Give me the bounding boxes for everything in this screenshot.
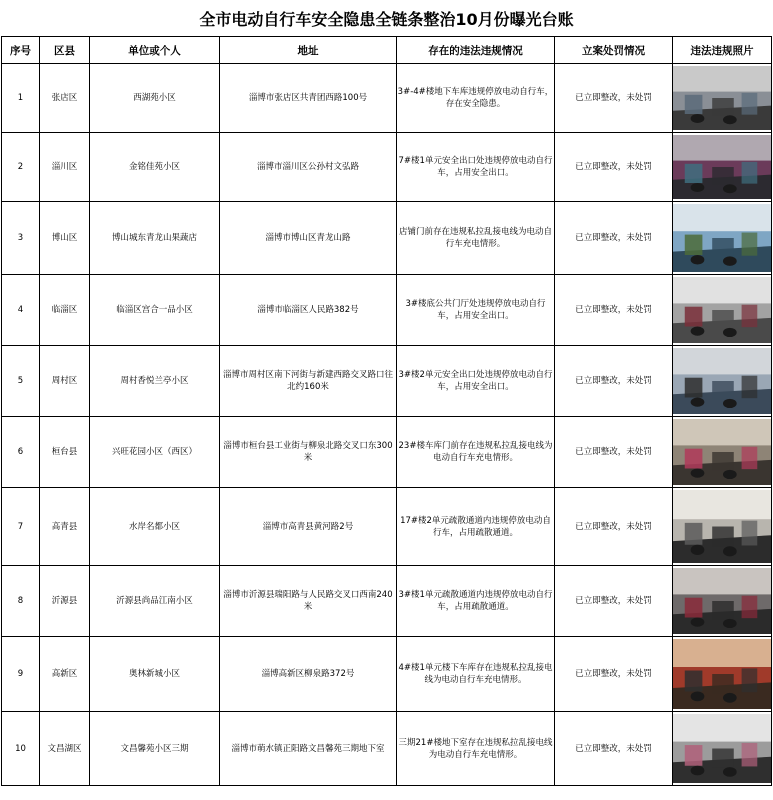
cell-issue: 店铺门前存在违规私拉乱接电线为电动自行车充电情形。	[397, 202, 555, 275]
cell-no: 9	[2, 637, 40, 712]
cell-unit: 沂源县尚品江南小区	[90, 566, 220, 637]
page-title: 全市电动自行车安全隐患全链条整治10月份曝光台账	[199, 9, 574, 29]
corridor-photo	[673, 490, 771, 563]
table-row	[2, 566, 772, 637]
cell-district: 高青县	[40, 488, 90, 566]
cell-district: 淄川区	[40, 133, 90, 202]
cell-photo	[673, 202, 772, 275]
cell-issue: 17#楼2单元疏散通道内违规停放电动自行车，占用疏散通道。	[397, 488, 555, 566]
cell-issue: 三期21#楼地下室存在违规私拉乱接电线为电动自行车充电情形。	[397, 712, 555, 786]
cell-penalty: 已立即整改，未处罚	[555, 488, 673, 566]
cell-no: 7	[2, 488, 40, 566]
cell-unit: 金铭佳苑小区	[90, 133, 220, 202]
cell-photo	[673, 346, 772, 417]
cell-district: 文昌湖区	[40, 712, 90, 786]
cell-district: 沂源县	[40, 566, 90, 637]
cell-photo	[673, 64, 772, 133]
header-penalty: 立案处罚情况	[555, 37, 673, 64]
cell-no: 4	[2, 275, 40, 346]
header-row	[2, 37, 772, 64]
cell-photo	[673, 275, 772, 346]
entrance-photo	[673, 348, 771, 414]
cell-address: 淄博市博山区青龙山路	[220, 202, 397, 275]
cell-no: 2	[2, 133, 40, 202]
charging-photo	[673, 639, 771, 709]
cell-unit: 兴旺花园小区（西区）	[90, 417, 220, 488]
cell-address: 淄博市淄川区公孙村文弘路	[220, 133, 397, 202]
storefront-photo	[673, 204, 771, 272]
cell-district: 周村区	[40, 346, 90, 417]
cell-penalty: 已立即整改，未处罚	[555, 417, 673, 488]
header-district: 区县	[40, 37, 90, 64]
parked-bikes-photo	[673, 135, 771, 199]
header-address: 地址	[220, 37, 397, 64]
cell-unit: 水岸名都小区	[90, 488, 220, 566]
cell-unit: 周村香悦兰亭小区	[90, 346, 220, 417]
exposure-ledger-table	[1, 36, 772, 786]
cell-penalty: 已立即整改，未处罚	[555, 346, 673, 417]
cell-address: 淄博市高青县黄河路2号	[220, 488, 397, 566]
cell-district: 张店区	[40, 64, 90, 133]
cell-penalty: 已立即整改，未处罚	[555, 566, 673, 637]
cell-issue: 3#楼底公共门厅处违规停放电动自行车，占用安全出口。	[397, 275, 555, 346]
cell-no: 8	[2, 566, 40, 637]
cell-district: 桓台县	[40, 417, 90, 488]
cell-penalty: 已立即整改，未处罚	[555, 275, 673, 346]
cell-photo	[673, 488, 772, 566]
cell-penalty: 已立即整改，未处罚	[555, 133, 673, 202]
header-photo: 违法违规照片	[673, 37, 772, 64]
cell-district: 临淄区	[40, 275, 90, 346]
cell-district: 高新区	[40, 637, 90, 712]
cell-unit: 临淄区宫合一品小区	[90, 275, 220, 346]
table-row	[2, 488, 772, 566]
cell-no: 10	[2, 712, 40, 786]
cell-photo	[673, 417, 772, 488]
cell-issue: 4#楼1单元楼下车库存在违规私拉乱接电线为电动自行车充电情形。	[397, 637, 555, 712]
table-row	[2, 712, 772, 786]
cell-issue: 3#楼2单元安全出口处违规停放电动自行车，占用安全出口。	[397, 346, 555, 417]
cell-issue: 3#楼1单元疏散通道内违规停放电动自行车，占用疏散通道。	[397, 566, 555, 637]
table-row	[2, 346, 772, 417]
cell-penalty: 已立即整改，未处罚	[555, 712, 673, 786]
cell-penalty: 已立即整改，未处罚	[555, 637, 673, 712]
table-row	[2, 417, 772, 488]
cell-district: 博山区	[40, 202, 90, 275]
cell-unit: 奥林新城小区	[90, 637, 220, 712]
cell-address: 淄博市周村区南下河街与新建西路交叉路口往北约160米	[220, 346, 397, 417]
table-row	[2, 637, 772, 712]
cell-issue: 3#-4#楼地下车库违规停放电动自行车，存在安全隐患。	[397, 64, 555, 133]
cell-penalty: 已立即整改，未处罚	[555, 64, 673, 133]
cell-address: 淄博市萌水镇正阳路文昌馨苑三期地下室	[220, 712, 397, 786]
cell-address: 淄博市张店区共青团西路100号	[220, 64, 397, 133]
cell-address: 淄博高新区柳泉路372号	[220, 637, 397, 712]
garage-door-photo	[673, 419, 771, 485]
cell-no: 3	[2, 202, 40, 275]
table-row	[2, 64, 772, 133]
cell-address: 淄博市桓台县工业街与柳泉北路交叉口东300米	[220, 417, 397, 488]
basement-photo	[673, 714, 771, 783]
cell-unit: 西湖苑小区	[90, 64, 220, 133]
cell-issue: 7#楼1单元安全出口处违规停放电动自行车，占用安全出口。	[397, 133, 555, 202]
cell-unit: 博山城东青龙山果蔬店	[90, 202, 220, 275]
table-row	[2, 275, 772, 346]
cell-address: 淄博市沂源县瑞阳路与人民路交叉口西南240米	[220, 566, 397, 637]
cell-photo	[673, 637, 772, 712]
header-unit: 单位或个人	[90, 37, 220, 64]
cell-address: 淄博市临淄区人民路382号	[220, 275, 397, 346]
cell-issue: 23#楼车库门前存在违规私拉乱接电线为电动自行车充电情形。	[397, 417, 555, 488]
stairwell-photo	[673, 568, 771, 634]
table-row	[2, 202, 772, 275]
cell-photo	[673, 712, 772, 786]
lobby-photo	[673, 277, 771, 343]
cell-no: 6	[2, 417, 40, 488]
cell-unit: 文昌馨苑小区三期	[90, 712, 220, 786]
cell-no: 1	[2, 64, 40, 133]
garage-photo	[673, 66, 771, 130]
cell-photo	[673, 133, 772, 202]
cell-penalty: 已立即整改，未处罚	[555, 202, 673, 275]
table-row	[2, 133, 772, 202]
header-issue: 存在的违法违规情况	[397, 37, 555, 64]
header-no: 序号	[2, 37, 40, 64]
cell-no: 5	[2, 346, 40, 417]
cell-photo	[673, 566, 772, 637]
